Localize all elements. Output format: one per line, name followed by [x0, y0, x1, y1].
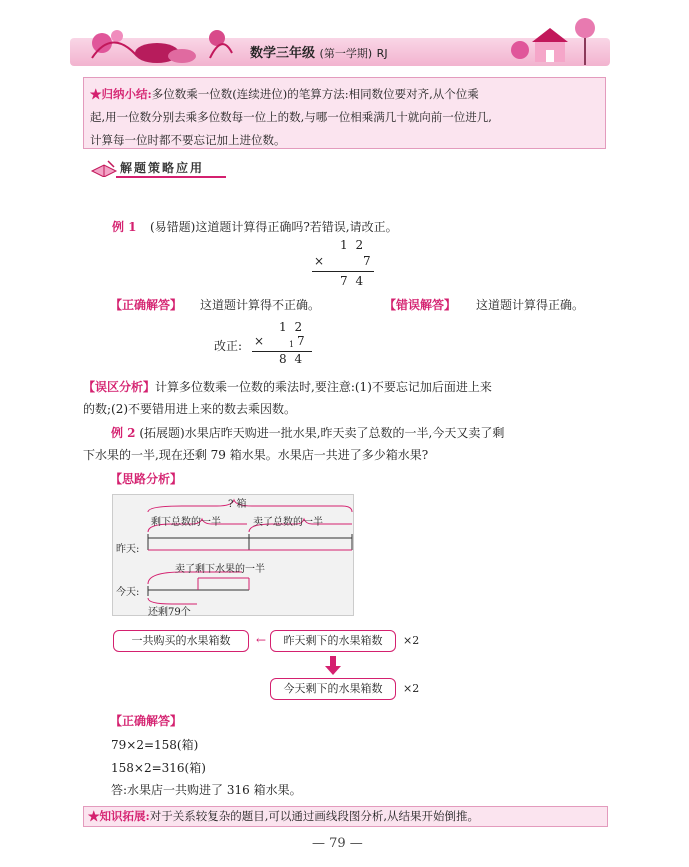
example2-label: 例 2 [111, 426, 136, 440]
wrong-answer-label: 【错误解答】 [384, 298, 457, 312]
mistake-analysis [83, 376, 603, 420]
correct-answer-text: 这道题计算得不正确。 [200, 298, 321, 312]
fix-times-sign: × [254, 334, 265, 348]
mistake-label: 【误区分析】 [83, 380, 156, 394]
diagram-left-part: 剩下总数的一半 [151, 517, 221, 528]
example2-question [83, 422, 608, 466]
summary-label: ★归纳小结: [90, 87, 152, 101]
diagram-right-part: 卖了总数的一半 [253, 517, 323, 528]
diagram-today-label: 今天: [116, 587, 140, 598]
example1-label: 例 1 [112, 220, 137, 234]
answer-conclusion: 答:水果店一共购进了 316 箱水果。 [111, 783, 302, 797]
diagram-remain: 还剩79个 [148, 607, 191, 618]
book-edition: RJ [376, 47, 388, 60]
diagram-total: ? 箱 [228, 499, 247, 510]
wrong-answer-text: 这道题计算得正确。 [476, 298, 585, 312]
diagram-yesterday-label: 昨天: [116, 544, 140, 555]
section-underline [116, 176, 226, 178]
extension-box [83, 806, 608, 827]
book-term: (第一学期) [319, 47, 373, 60]
house-tree-decoration-icon [500, 10, 610, 70]
ex1-rule [312, 271, 374, 272]
ex1-multiplicand: 1 2 [340, 238, 366, 252]
floral-decoration-icon [82, 8, 242, 68]
example1-question: (易错题)这道题计算得正确吗?若错误,请改正。 [150, 220, 398, 234]
fix-carry-digit: 1 [289, 340, 295, 349]
ex1-times-sign: × [314, 254, 325, 268]
summary-line3: 计算每一位时都不要忘记加上进位数。 [90, 133, 286, 147]
flow-times-two-1: ×2 [403, 634, 420, 647]
summary-line1: 多位数乘一位数(连续进位)的笔算方法:相同数位要对齐,从个位乘 [151, 87, 479, 101]
flow-box-total: 一共购买的水果箱数 [113, 630, 249, 652]
extension-text: 对于关系较复杂的题目,可以通过画线段图分析,从结果开始倒推。 [149, 809, 480, 823]
flow-times-two-2: ×2 [403, 682, 420, 695]
fix-result: 8 4 [279, 352, 305, 366]
mistake-line1: 计算多位数乘一位数的乘法时,要注意:(1)不要忘记加后面进上来 [155, 380, 492, 394]
down-arrow-icon [325, 656, 341, 676]
answer-label: 【正确解答】 [110, 714, 183, 728]
fix-label: 改正: [214, 339, 243, 353]
fix-multiplier: 7 [297, 334, 305, 348]
ex1-multiplier: 7 [363, 254, 371, 268]
analysis-label: 【思路分析】 [110, 472, 183, 486]
book-title: 数学三年级 [250, 46, 316, 61]
flow-box-today: 今天剩下的水果箱数 [270, 678, 396, 700]
correct-answer-label: 【正确解答】 [110, 298, 183, 312]
diagram-today-sold: 卖了剩下水果的一半 [175, 564, 265, 575]
example2-line2: 下水果的一半,现在还剩 79 箱水果。水果店一共进了多少箱水果? [83, 448, 429, 462]
header-title [250, 42, 388, 61]
summary-line2: 起,用一位数分别去乘多位数每一位上的数,与哪一位相乘满几十就向前一位进几, [90, 110, 492, 124]
fix-multiplicand: 1 2 [279, 320, 305, 334]
page-number: — 79 — [312, 836, 363, 851]
flow-arrow-left: ← [256, 633, 267, 647]
section-title: 解题策略应用 [120, 161, 205, 175]
extension-label: ★知识拓展: [88, 809, 150, 823]
answer-step1: 79×2=158(箱) [111, 738, 199, 752]
answer-step2: 158×2=316(箱) [111, 761, 206, 775]
mistake-line2: 的数;(2)不要错用进上来的数去乘因数。 [83, 402, 297, 416]
summary-box [83, 77, 606, 149]
example2-line1: (拓展题)水果店昨天购进一批水果,昨天卖了总数的一半,今天又卖了剩 [139, 426, 505, 440]
ex1-result: 7 4 [340, 274, 366, 288]
flow-box-yesterday: 昨天剩下的水果箱数 [270, 630, 396, 652]
